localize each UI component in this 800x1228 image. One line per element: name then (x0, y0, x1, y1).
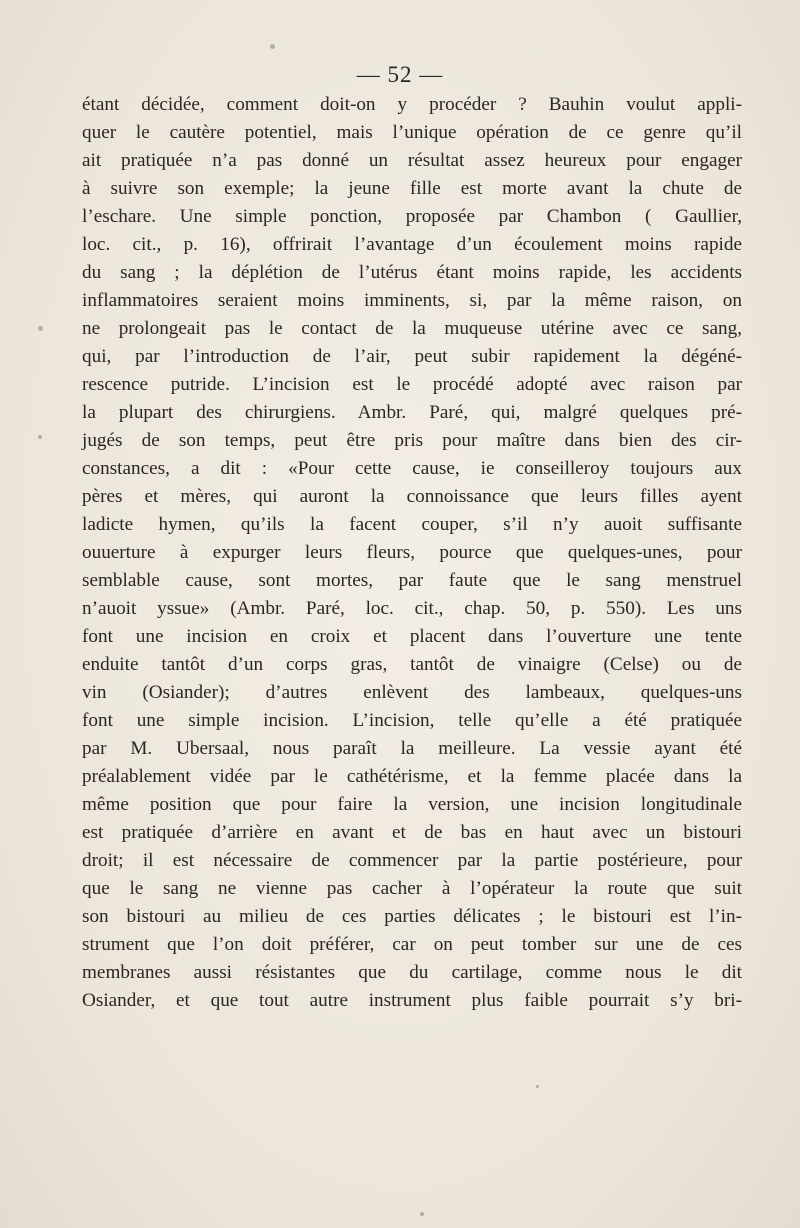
text-line: strument que l’on doit préférer, car on peut tomber sur une de ces (82, 934, 742, 955)
ink-speck (38, 435, 42, 439)
text-line: vin (Osiander); d’autres enlèvent des lambeaux, quelques-uns (82, 682, 742, 703)
text-line: quer le cautère potentiel, mais l’unique opération de ce genre qu’il (82, 122, 742, 143)
text-line: qui, par l’introduction de l’air, peut subir rapidement la dégéné- (82, 346, 742, 367)
ink-speck (536, 1085, 539, 1088)
text-line: membranes aussi résistantes que du cartilage, comme nous le dit (82, 962, 742, 983)
text-line: Osiander, et que tout autre instrument plus faible pourrait s’y bri- (82, 990, 742, 1011)
text-line: l’eschare. Une simple ponction, proposée par Chambon ( Gaullier, (82, 206, 742, 227)
ink-speck (38, 326, 43, 331)
text-line: du sang ; la déplétion de l’utérus étant moins rapide, les accidents (82, 262, 742, 283)
text-line: loc. cit., p. 16), offrirait l’avantage d’un écoulement moins rapide (82, 234, 742, 255)
text-line: semblable cause, sont mortes, par faute que le sang menstruel (82, 570, 742, 591)
text-line: enduite tantôt d’un corps gras, tantôt de vinaigre (Celse) ou de (82, 654, 742, 675)
text-line: à suivre son exemple; la jeune fille est morte avant la chute de (82, 178, 742, 199)
text-line: pères et mères, qui auront la connoissance que leurs filles ayent (82, 486, 742, 507)
text-line: droit; il est nécessaire de commencer par la partie postérieure, pour (82, 850, 742, 871)
text-line: la plupart des chirurgiens. Ambr. Paré, qui, malgré quelques pré- (82, 402, 742, 423)
text-line: rescence putride. L’incision est le procédé adopté avec raison par (82, 374, 742, 395)
text-line: étant décidée, comment doit-on y procéder ? Bauhin voulut appli- (82, 94, 742, 115)
body-text (82, 91, 742, 1015)
text-line: est pratiquée d’arrière en avant et de bas en haut avec un bistouri (82, 822, 742, 843)
text-line: ait pratiquée n’a pas donné un résultat assez heureux pour engager (82, 150, 742, 171)
text-line: jugés de son temps, peut être pris pour maître dans bien des cir- (82, 430, 742, 451)
text-line: font une incision en croix et placent dans l’ouverture une tente (82, 626, 742, 647)
text-line: que le sang ne vienne pas cacher à l’opérateur la route que suit (82, 878, 742, 899)
page-number: — 52 — (356, 62, 444, 87)
text-line: constances, a dit : «Pour cette cause, ie conseilleroy toujours aux (82, 458, 742, 479)
text-line: par M. Ubersaal, nous paraît la meilleure. La vessie ayant été (82, 738, 742, 759)
text-line: inflammatoires seraient moins imminents, si, par la même raison, on (82, 290, 742, 311)
text-line: ladicte hymen, qu’ils la facent couper, s’il n’y auoit suffisante (82, 514, 742, 535)
text-line: ne prolongeait pas le contact de la muqueuse utérine avec ce sang, (82, 318, 742, 339)
text-line: même position que pour faire la version, une incision longitudinale (82, 794, 742, 815)
text-line: ouuerture à expurger leurs fleurs, pource que quelques-unes, pour (82, 542, 742, 563)
text-line: préalablement vidée par le cathétérisme, et la femme placée dans la (82, 766, 742, 787)
text-line: n’auoit yssue» (Ambr. Paré, loc. cit., chap. 50, p. 550). Les uns (82, 598, 742, 619)
text-line: font une simple incision. L’incision, telle qu’elle a été pratiquée (82, 710, 742, 731)
text-line: son bistouri au milieu de ces parties délicates ; le bistouri est l’in- (82, 906, 742, 927)
ink-speck (270, 44, 275, 49)
ink-speck (420, 1212, 424, 1216)
